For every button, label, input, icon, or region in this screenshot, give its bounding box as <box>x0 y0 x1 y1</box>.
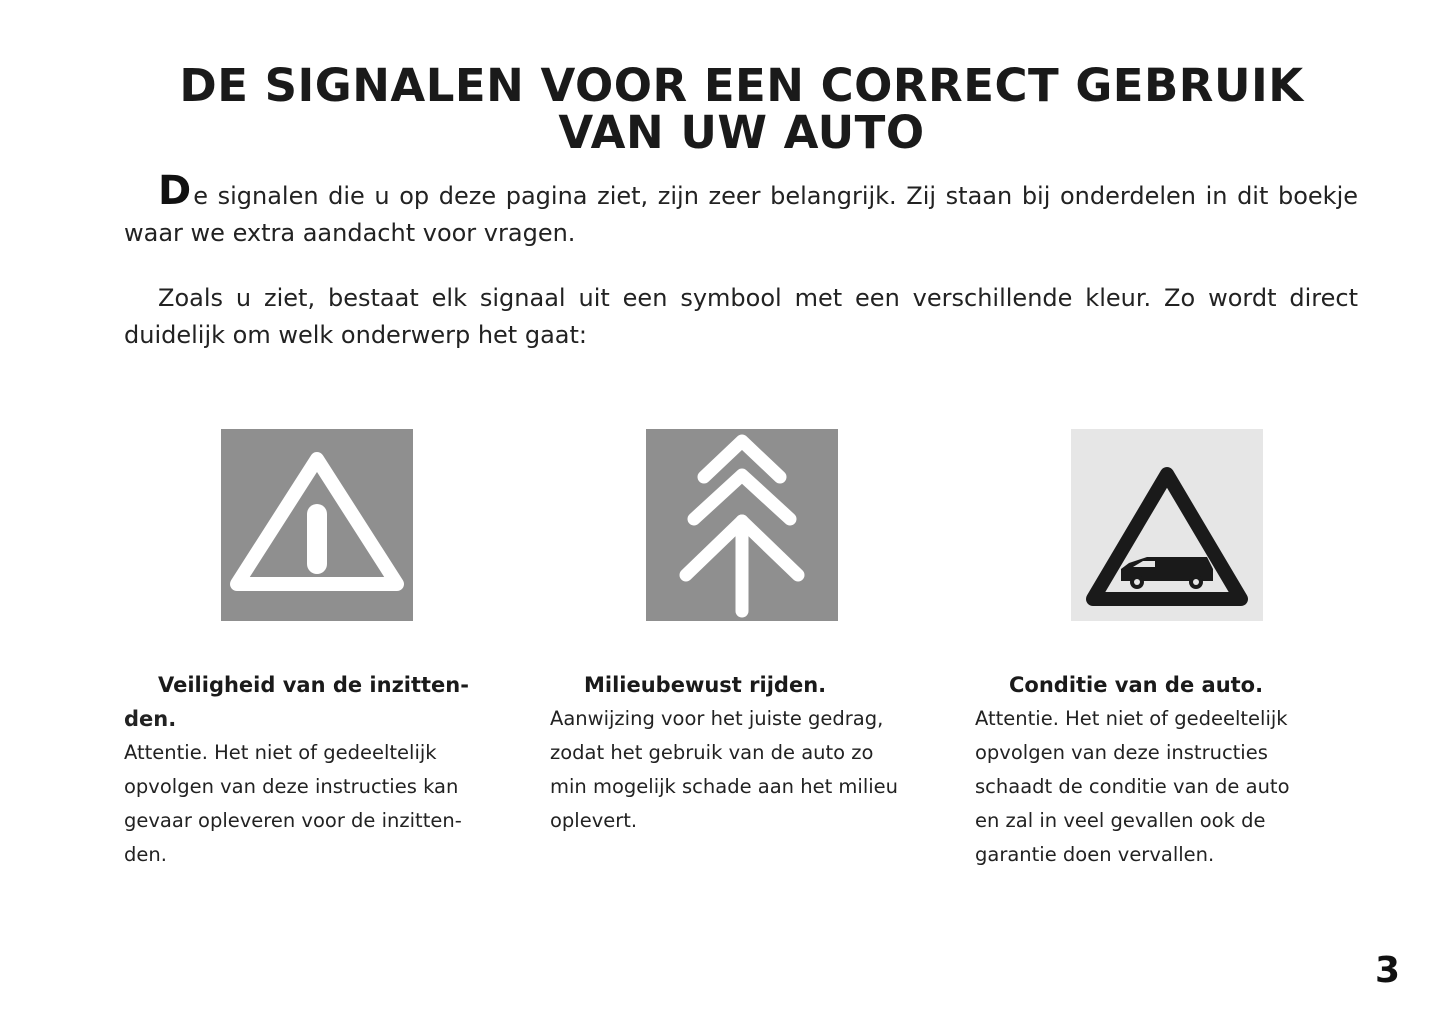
page-title <box>100 59 1383 159</box>
tree-icon <box>646 429 838 621</box>
signal-text-line: den. <box>124 843 167 866</box>
signal-text-line: opvolgen van deze instructies <box>975 741 1268 764</box>
signal-text-line: oplevert. <box>550 809 638 832</box>
signal-heading-safety-cont: den. <box>124 707 177 731</box>
signal-text-line: gevaar opleveren voor de inzitten- <box>124 809 462 832</box>
signal-heading-condition: Conditie van de auto. <box>1009 673 1264 697</box>
signal-heading-environment: Milieubewust rijden. <box>584 673 827 697</box>
car-warning-triangle-icon <box>1071 429 1263 621</box>
signal-description-condition <box>975 668 1361 872</box>
signal-text-line: garantie doen vervallen. <box>975 843 1215 866</box>
second-paragraph: Zoals u ziet, bestaat elk signaal uit een symbool met een verschillende kleur. Zo wordt direct duidelijk om welk onderwerp het gaat: <box>124 284 1358 349</box>
signal-text-line: schaadt de conditie van de auto <box>975 775 1290 798</box>
signal-heading-safety: Veiligheid van de inzitten- <box>158 673 469 697</box>
signal-description-safety <box>124 668 510 872</box>
signal-text-line: min mogelijk schade aan het milieu <box>550 775 899 798</box>
page-number: 3 <box>1374 950 1400 991</box>
signal-text-line: en zal in veel gevallen ook de <box>975 809 1266 832</box>
page-title-line-1: DE SIGNALEN VOOR EEN CORRECT GEBRUIK <box>179 59 1304 112</box>
signal-text-line: zodat het gebruik van de auto zo <box>550 741 874 764</box>
intro-text: e signalen die u op deze pagina ziet, zijn zeer belangrijk. Zij staan bij onderdelen in dit boekje waar we extra aandacht voor vragen. <box>124 182 1358 247</box>
signal-description-environment <box>550 668 936 838</box>
signal-text-line: opvolgen van deze instructies kan <box>124 775 459 798</box>
drop-cap: D <box>158 168 192 214</box>
signal-text-line: Attentie. Het niet of gedeeltelijk <box>124 741 437 764</box>
warning-exclamation-triangle-icon <box>221 429 413 621</box>
signal-text-line: Attentie. Het niet of gedeeltelijk <box>975 707 1288 730</box>
signal-text-line: Aanwijzing voor het juiste gedrag, <box>550 707 884 730</box>
intro-paragraph <box>124 168 1358 252</box>
page-title-line-2: VAN UW AUTO <box>558 106 925 159</box>
